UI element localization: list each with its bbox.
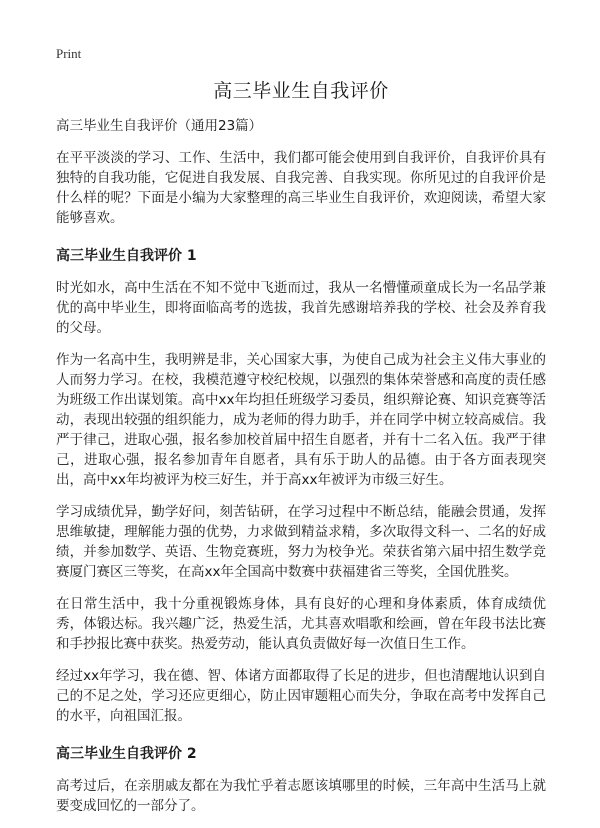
section-1-paragraph: 时光如水，高中生活在不知不觉中飞逝而过，我从一名懵懂顽童成长为一名品学兼优的高中毕业生，即将面临高考的选拔，我首先感谢培养我的学校、社会及养育我的父母。 xyxy=(56,280,546,336)
section-heading-2: 高三毕业生自我评价 2 xyxy=(56,746,197,762)
section-1-paragraph: 作为一名高中生，我明辨是非，关心国家大事，为使自己成为社会主义伟大事业的人而努力学习。在校，我模范遵守校纪校规，以强烈的集体荣誉感和高度的责任感为班级工作出谋划策。高中xx年均担任班级学习委员，组织辩论赛、知识竞赛等活动，表现出较强的组织能力，成为老师的得力助手，并在同学中树立较高威信。我严于律己，进取心强，报名参加校首届中招生自愿者，并有十二名入伍。我严于律己，进取心强，报名参加青年自愿者，具有乐于助人的品德。由于各方面表现突出，高中xx年均被评为校三好生，并于高xx年被评为市级三好生。 xyxy=(56,352,546,488)
section-1-paragraph: 在日常生活中，我十分重视锻炼身体，具有良好的心理和身体素质，体育成绩优秀，体锻达标。我兴趣广泛，热爱生活，尤其喜欢唱歌和绘画，曾在年段书法比赛和手抄报比赛中获奖。热爱劳动，能认真负责做好每一次值日生工作。 xyxy=(56,596,546,652)
document-title: 高三毕业生自我评价 xyxy=(213,80,389,102)
section-1-paragraph: 学习成绩优异，勤学好问，刻苦钻研，在学习过程中不断总结，能融会贯通，发挥思维敏捷，理解能力强的优势，力求做到精益求精，多次取得文科一、二名的好成绩，并参加数学、英语、生物竞赛班，努力为校争光。荣获省第六届中招生数学竞赛厦门赛区三等奖，在高xx年全国高中数赛中获福建省三等奖，全国优胜奖。 xyxy=(56,504,546,580)
section-2-paragraph: 高考过后，在亲朋戚友都在为我忙乎着志愿该填哪里的时候，三年高中生活马上就要变成回忆的一部分了。 xyxy=(56,778,546,814)
section-heading-1: 高三毕业生自我评价 1 xyxy=(56,248,197,264)
document-subtitle: 高三毕业生自我评价（通用23篇） xyxy=(56,118,263,134)
print-link[interactable]: Print xyxy=(56,46,82,61)
intro-paragraph: 在平平淡淡的学习、工作、生活中，我们都可能会使用到自我评价，自我评价具有独特的自我功能，它促进自我发展、自我完善、自我实现。你所见过的自我评价是什么样的呢？下面是小编为大家整理的高三毕业生自我评价，欢迎阅读，希望大家能够喜欢。 xyxy=(56,150,546,226)
document-body xyxy=(56,78,546,828)
section-1-paragraph: 经过xx年学习，我在德、智、体诸方面都取得了长足的进步，但也清醒地认识到自己的不足之处，学习还应更细心，防止因审题粗心而失分，争取在高考中发挥自己的水平，向祖国汇报。 xyxy=(56,668,546,724)
